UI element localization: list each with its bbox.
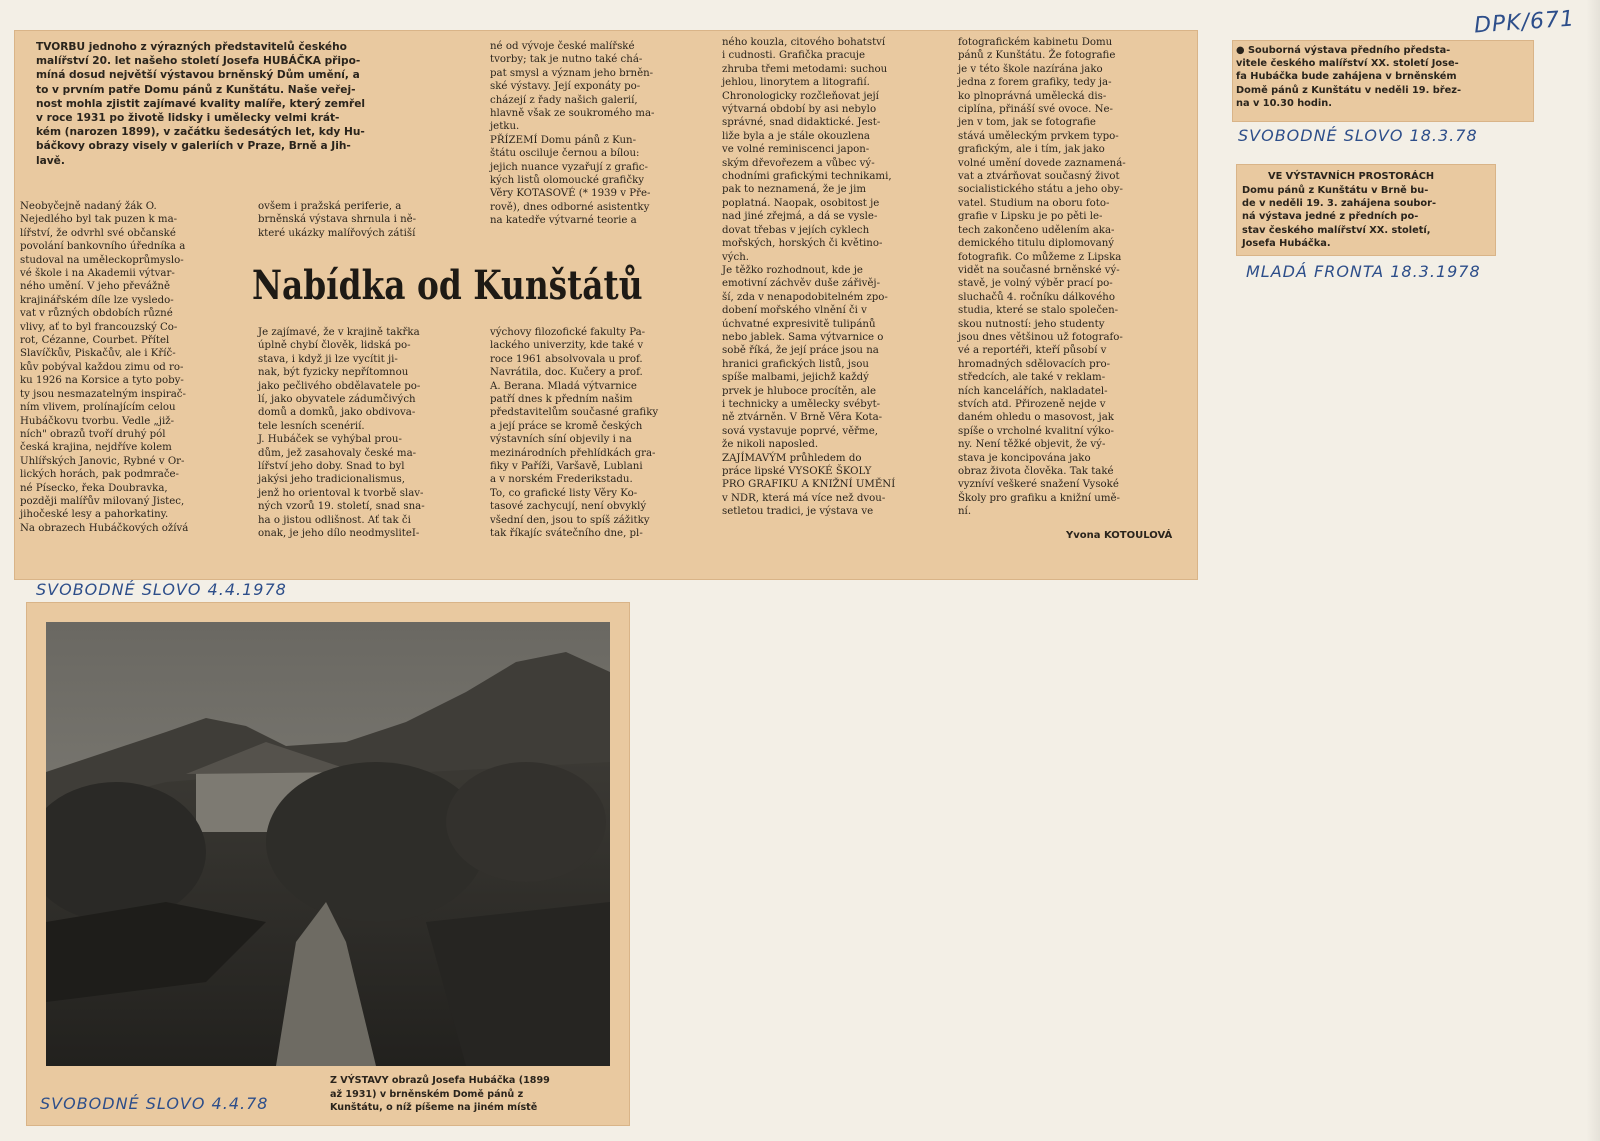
article-column-2-bottom: Je zajímavé, že v krajině takřka úplně chybí člověk, lidská po- stava, i když ji lze vycítit ji- nak, být fyzicky nepřítomnou jako pečlivého obdělavatele po- lí, jako obyvatele zádumčivých domů a domků, jako obdivova- tele lesních scenérií. J. Hubáček se vyhýbal prou- dům, jež zasahovaly české ma- lířství jeho doby. Snad to byl jakýsi jeho tradicionalismus, jenž ho orientoval k tvorbě slav- ných vzorů 19. století, snad sna- ha o jistou odlišnost. Ať tak či onak, je jeho dílo neodmysliteI- <box>258 327 425 540</box>
handwritten-source-notice-2: MLADÁ FRONTA 18.3.1978 <box>1246 262 1481 281</box>
notice-2-heading: VE VÝSTAVNÍCH PROSTORÁCH <box>1268 171 1435 182</box>
page-edge <box>1586 0 1600 1141</box>
painting-photo <box>46 622 610 1066</box>
handwritten-source-photo: SVOBODNÉ SLOVO 4.4.78 <box>40 1094 269 1113</box>
archive-reference-number: DPK/671 <box>1473 6 1576 39</box>
notice-1-text: ● Souborná výstava předního předsta- vitele českého malířství XX. století Jose- fa Hubáčka bude zahájena v brněnském Domě pánů z Kunštátu v neděli 19. břez- na v 10.30 hodin. <box>1236 45 1462 109</box>
article-column-3-bottom: výchovy filozofické fakulty Pa- lackého univerzity, kde také v roce 1961 absolvovala u prof. Navrátila, doc. Kučery a prof. A. Berana. Mladá výtvarnice patří dnes k předním našim představitelům současné grafiky a její práce se kromě českých výstavních síní objevily i na mezinárodních přehlídkách gra- fiky v Paříži, Varšavě, Lublani a v norském Frederikstadu. To, co grafické listy Věry Ko- tasové zachycují, není obvyklý všední den, jsou to spíš zážitky tak říkajíc svátečního dne, pl- <box>490 327 659 540</box>
notice-2-text: Domu pánů z Kunštátu v Brně bu- de v neděli 19. 3. zahájena soubor- ná výstava jedné z předních po- stav českého malířství XX. století, Josefa Hubáčka. <box>1242 185 1437 249</box>
handwritten-source-notice-1: SVOBODNÉ SLOVO 18.3.78 <box>1238 126 1478 145</box>
handwritten-source-main: SVOBODNÉ SLOVO 4.4.1978 <box>36 580 287 599</box>
article-column-4: ného kouzla, citového bohatství i cudnosti. Grafička pracuje zhruba třemi metodami: suchou jehlou, linorytem a litografií. Chronologicky rozčleňovat její výtvarná období by asi nebylo správné, snad didaktické. Jest- liže byla a je stále okouzlena ve volné reminiscenci japon- ským dřevořezem a vůbec vý- chodními grafickými technikami, pak to neznamená, že je jim poplatná. Naopak, osobitost je nad jiné zřejmá, a dá se vysle- dovat třebas v jejích cyklech mořských, horských či květino- vých. Je těžko rozhodnout, kde je emotivní záchvěv duše zářivěj- ší, zda v nenapodobitelném zpo- dobení mořského vlnění či v úchvatné expresivitě tulipánů nebo jablek. Sama výtvarnice o sobě říká, že její práce jsou na hranici grafických listů, jsou spíše malbami, jejichž každý prvek je hluboce procítěn, ale i technicky a umělecky svébyt- ně ztvárněn. V Brně Věra Kota- sová vystavuje poprvé, věřme, že nikoli naposled. ZAJÍMAVÝM průhledem do práce lipské VYSOKÉ ŠKOLY PRO GRAFIKU A KNIŽNÍ UMĚNÍ v NDR, která má více než dvou- setletou tradici, je výstava ve <box>722 37 896 518</box>
photo-caption: Z VÝSTAVY obrazů Josefa Hubáčka (1899 až 1931) v brněnském Domě pánů z Kunštátu, o níž píšeme na jiném místě <box>330 1075 550 1113</box>
article-lead: TVORBU jednoho z výrazných představitelů českého malířství 20. let našeho století Josefa HUBÁČKA připo- míná dosud největší výstavou brněnský Dům umění, a to v prvním patře Domu pánů z Kunštátu. Naše veřej- nost mohla zjistit zajímavé kvality malíře, který zemřel v roce 1931 po životě lidsky i umělecky velmi krát- kém (narozen 1899), v začátku šedesátých let, kdy Hu- báčkovy obrazy visely v galeriích v Praze, Brně a Jih- lavě. <box>36 41 366 167</box>
article-author: Yvona KOTOULOVÁ <box>1066 530 1173 541</box>
article-column-3-top: né od vývoje české malířské tvorby; tak je nutno také chá- pat smysl a význam jeho brněn- ské výstavy. Její exponáty po- cházejí z řady našich galerií, hlavně však ze soukromého ma- jetku. PŘÍZEMÍ Domu pánů z Kun- štátu osciluje černou a bílou: jejich nuance vyzařují z grafic- kých listů olomoucké grafičky Věry KOTASOVÉ (* 1939 v Pře- rově), dnes odborné asistentky na katedře výtvarné teorie a <box>490 41 655 227</box>
article-column-2-top: ovšem i pražská periferie, a brněnská výstava shrnula i ně- které ukázky malířových zátiší <box>258 201 417 239</box>
article-headline: Nabídka od Kunštátů <box>252 262 643 309</box>
notice-clipping-1 <box>1232 40 1534 122</box>
article-column-1: Neobyčejně nadaný žák O. Nejedlého byl tak puzen k ma- lířství, že odvrhl své občanské povolání bankovního úředníka a studoval na uměleckoprůmyslo- vé škole i na Akademii výtvar- ného umění. V jeho převážně krajinářském díle lze vysledo- vat v různých obdobích různé vlivy, ať to byl francouzský Co- rot, Cézanne, Courbet. Přítel Slavíčkův, Piskačův, ale i Kříč- kův pobýval každou zimu od ro- ku 1926 na Korsice a tyto poby- ty jsou nesmazatelným inspirač- ním vlivem, prolínajícím celou Hubáčkovu tvorbu. Vedle „již- ních" obrazů tvoří druhý pól česká krajina, nejdříve kolem Uhlířských Janovic, Rybné v Or- lických horách, pak podmrače- né Písecko, řeka Doubravka, později malířův milovaný Jistec, jihočeské lesy a pahorkatiny. Na obrazech Hubáčkových ožívá <box>20 201 189 534</box>
main-article-clipping <box>14 30 1198 580</box>
notice-clipping-2 <box>1236 164 1496 256</box>
article-column-5: fotografickém kabinetu Domu pánů z Kunštátu. Že fotografie je v této škole nazírána jako jedna z forem grafiky, tedy ja- ko plnoprávná umělecká dis- ciplína, přináší své ovoce. Ne- jen v tom, jak se fotografie stává uměleckým prvkem typo- grafickým, ale i tím, jak jako volné umění dovede zaznamená- vat a ztvárňovat současný život socialistického státu a jeho oby- vatel. Studium na oboru foto- grafie v Lipsku je po pěti le- tech zakončeno udělením aka- demického titulu diplomovaný fotografik. Co můžeme z Lipska vidět na současné brněnské vý- stavě, je volný výběr prací po- sluchačů 4. ročníku dálkového studia, které se stalo společen- skou nutností: jeho studenty jsou dnes většinou už fotografo- vé a reportéři, kteří působí v hromadných sdělovacích pro- středcích, ale také v reklam- ních kancelářích, nakladatel- stvích atd. Přirozeně nejde v daném ohledu o masovost, jak spíše o vrcholné kvalitní výko- ny. Není těžké objevit, že vý- stava je koncipována jako obraz života člověka. Tak také vyzníví veškeré snažení Vysoké Školy pro grafiku a knižní umě- ní. <box>958 37 1126 518</box>
